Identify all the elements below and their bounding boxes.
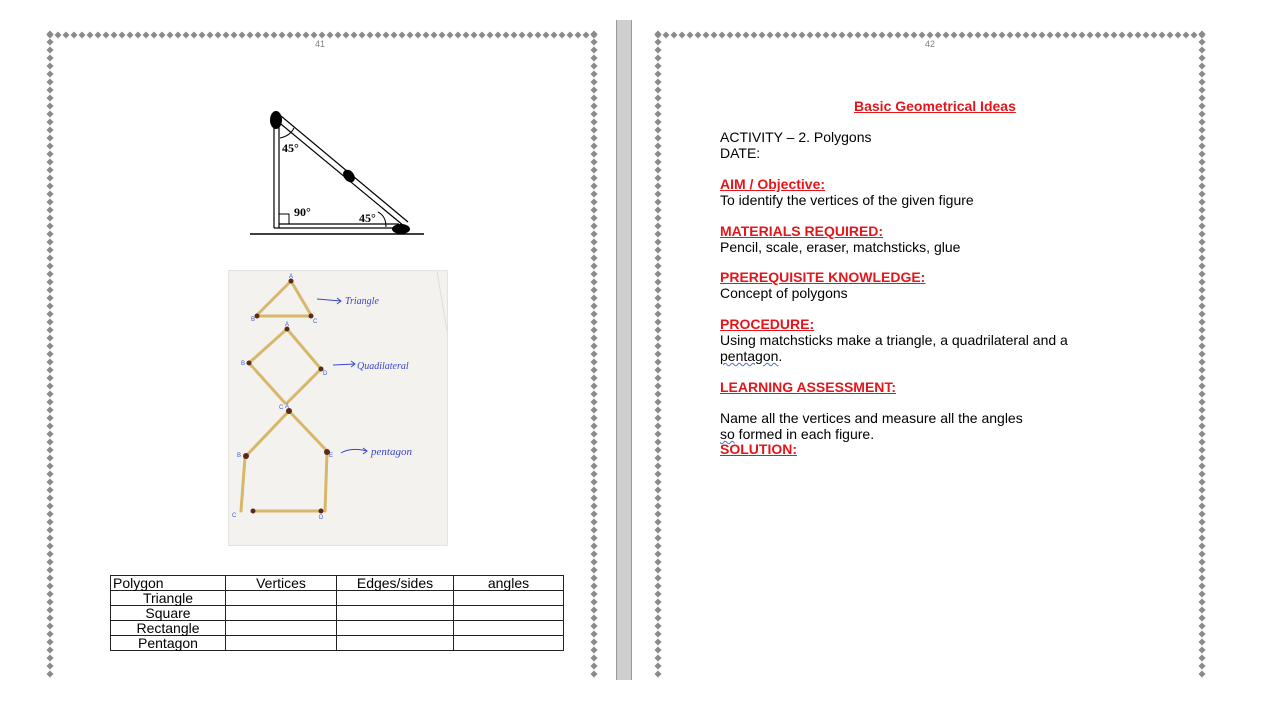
prerequisite-text: Concept of polygons bbox=[720, 285, 848, 301]
table-cell[interactable] bbox=[337, 606, 454, 621]
row-polygon-name: Rectangle bbox=[111, 621, 226, 636]
photo-label-triangle: Triangle bbox=[345, 296, 379, 307]
table-row bbox=[111, 621, 564, 636]
page-number: 41 bbox=[314, 39, 325, 49]
table-cell[interactable] bbox=[454, 606, 564, 621]
photo-label-pentagon: pentagon bbox=[371, 446, 412, 458]
row-polygon-name: Pentagon bbox=[111, 636, 226, 651]
svg-text:B: B bbox=[251, 317, 256, 323]
procedure-word: pentagon bbox=[720, 348, 779, 364]
procedure-text-line2 bbox=[720, 348, 782, 364]
aim-heading: AIM / Objective: bbox=[720, 176, 826, 192]
procedure-period: . bbox=[778, 348, 783, 364]
diamond-border-right bbox=[588, 28, 600, 678]
table-cell[interactable] bbox=[226, 606, 337, 621]
materials-heading: MATERIALS REQUIRED: bbox=[720, 223, 884, 239]
svg-text:C: C bbox=[313, 319, 318, 325]
document-page-42 bbox=[652, 28, 1208, 678]
table-cell[interactable] bbox=[337, 591, 454, 606]
row-polygon-name: Triangle bbox=[111, 591, 226, 606]
svg-text:A: A bbox=[285, 322, 290, 328]
table-row bbox=[111, 606, 564, 621]
table-cell[interactable] bbox=[454, 621, 564, 636]
document-title: Basic Geometrical Ideas bbox=[854, 98, 1016, 114]
date-line: DATE: bbox=[720, 145, 761, 161]
svg-text:E: E bbox=[329, 453, 334, 459]
table-header-row bbox=[111, 576, 564, 591]
diamond-border-left bbox=[44, 28, 56, 678]
column-header-edges: Edges/sides bbox=[337, 576, 454, 591]
diamond-border-right bbox=[1196, 28, 1208, 678]
table-row bbox=[111, 591, 564, 606]
matchstick-polygons-photo bbox=[228, 270, 448, 546]
assessment-text-line2 bbox=[720, 426, 874, 442]
diamond-border-left bbox=[652, 28, 664, 678]
table-cell[interactable] bbox=[454, 636, 564, 651]
assessment-text: Name all the vertices and measure all the angles bbox=[720, 410, 1023, 426]
row-polygon-name: Square bbox=[111, 606, 226, 621]
table-cell[interactable] bbox=[226, 621, 337, 636]
svg-text:B: B bbox=[241, 361, 246, 367]
table-cell[interactable] bbox=[337, 636, 454, 651]
prerequisite-heading: PREREQUISITE KNOWLEDGE: bbox=[720, 269, 926, 285]
svg-text:C: C bbox=[232, 513, 237, 519]
document-page-41 bbox=[44, 28, 600, 678]
column-header-polygon: Polygon bbox=[111, 576, 226, 591]
procedure-heading: PROCEDURE: bbox=[720, 316, 815, 332]
assessment-line2: formed in each figure. bbox=[734, 426, 875, 442]
table-cell[interactable] bbox=[337, 621, 454, 636]
procedure-text: Using matchsticks make a triangle, a quadrilateral and a bbox=[720, 332, 1068, 348]
assessment-word: so bbox=[720, 426, 735, 442]
column-header-vertices: Vertices bbox=[226, 576, 337, 591]
photo-label-quadrilateral: Quadilateral bbox=[357, 361, 409, 372]
svg-text:D: D bbox=[319, 515, 324, 521]
svg-text:A: A bbox=[285, 404, 290, 410]
svg-text:C: C bbox=[279, 405, 284, 411]
materials-text: Pencil, scale, eraser, matchsticks, glue bbox=[720, 239, 961, 255]
right-triangle-figure bbox=[244, 108, 434, 240]
page-gutter bbox=[616, 20, 632, 680]
angle-label-bottom: 45° bbox=[359, 211, 376, 225]
angle-label-right: 90° bbox=[294, 205, 311, 219]
column-header-angles: angles bbox=[454, 576, 564, 591]
svg-text:B: B bbox=[237, 453, 242, 459]
aim-text: To identify the vertices of the given figure bbox=[720, 192, 974, 208]
page-number: 42 bbox=[924, 39, 935, 49]
polygon-table bbox=[110, 575, 564, 651]
assessment-heading: LEARNING ASSESSMENT: bbox=[720, 379, 897, 395]
solution-heading: SOLUTION: bbox=[720, 441, 797, 457]
table-cell[interactable] bbox=[226, 591, 337, 606]
table-cell[interactable] bbox=[226, 636, 337, 651]
table-row bbox=[111, 636, 564, 651]
table-cell[interactable] bbox=[454, 591, 564, 606]
svg-text:D: D bbox=[323, 371, 328, 377]
svg-text:A: A bbox=[289, 274, 294, 280]
activity-line: ACTIVITY – 2. Polygons bbox=[720, 129, 872, 145]
angle-label-top: 45° bbox=[282, 141, 299, 155]
